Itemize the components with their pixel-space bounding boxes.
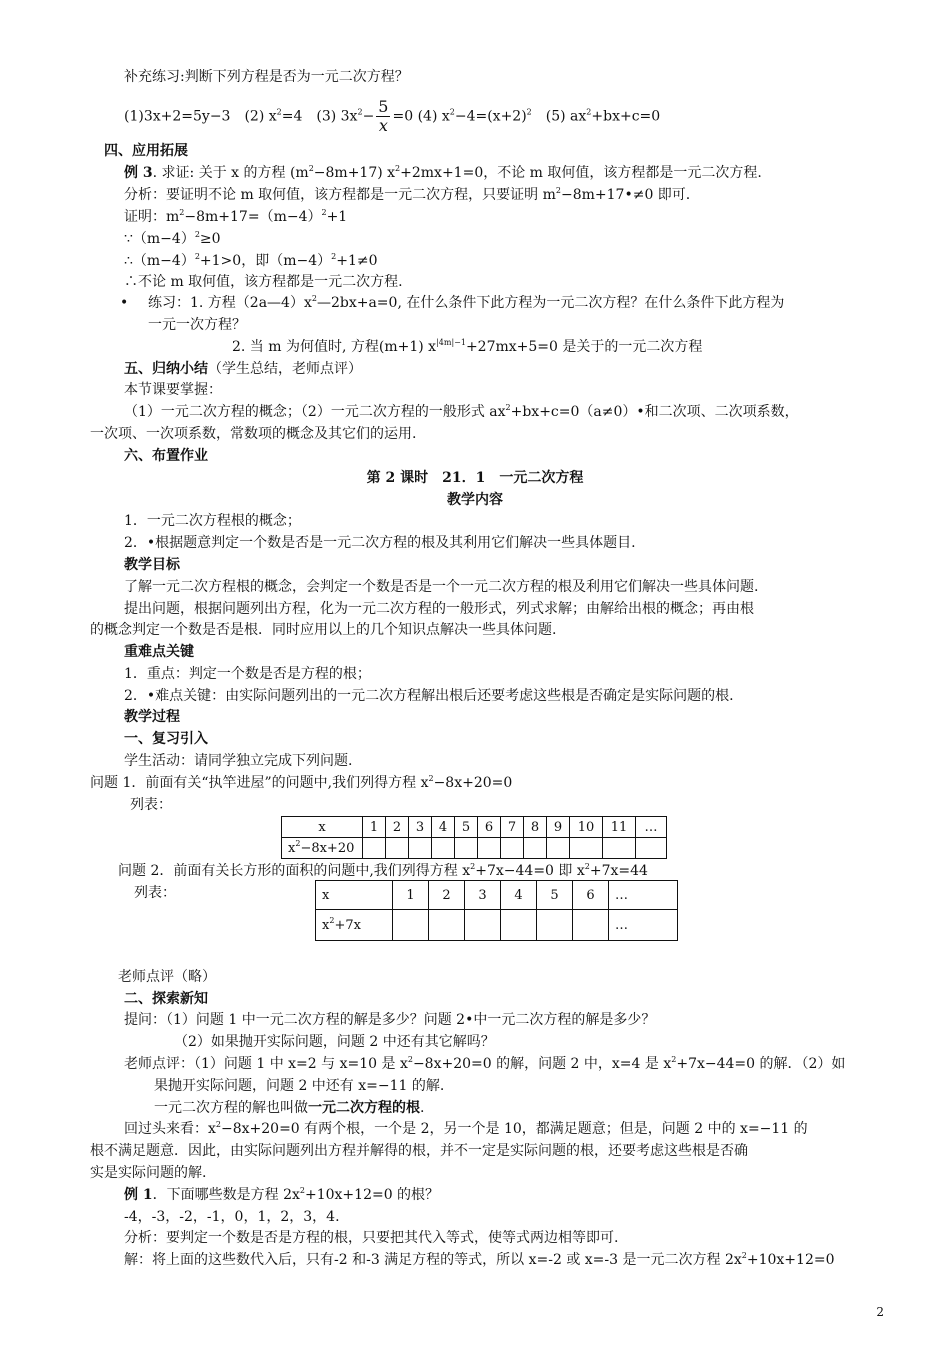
table-cell <box>478 838 501 859</box>
table-cell <box>603 838 636 859</box>
table-cell: … <box>636 817 667 838</box>
because-line: $\because(m-4)^2\ge 0$ <box>124 230 221 247</box>
example-1: 例 1．下面哪些数是方程 $2x^2+10x+12=0$ 的根？ <box>124 1186 440 1203</box>
explore-heading: 二、探索新知 <box>124 991 208 1007</box>
key-point-2: 2．•难点关键：由实际问题列出的一元二次方程解出根后还要考虑这些根是否确定是实际问题的根. <box>124 688 734 704</box>
lesson-title: 第 2 课时 21．1 一元二次方程 <box>366 470 584 486</box>
review-line-3: 实是实际问题的解. <box>90 1165 207 1181</box>
page-number: 2 <box>876 1305 884 1319</box>
analysis-2: 分析：要判定一个数是否是方程的根，只要把其代入等式，使等式两边相等即可. <box>124 1230 619 1246</box>
table-cell: 1 <box>363 817 386 838</box>
table-cell: 3 <box>409 817 432 838</box>
table-row <box>282 838 667 859</box>
table-row <box>282 817 667 838</box>
analysis-line: 分析：要证明不论 m 取何值，该方程都是一元二次方程，只要证明 $m^2-8m+17•\ne 0$ 即可. <box>124 186 691 203</box>
review-line-2: 根不满足题意．因此，由实际问题列出方程并解得的根，并不一定是实际问题的根，还要考虑这些根是否确 <box>90 1143 748 1159</box>
solution-line: 解：将上面的这些数代入后，只有-2 和-3 满足方程的等式，所以 x=-2 或 x=-3 是一元二次方程 $2x^2+10x+12=0$ <box>124 1251 835 1268</box>
table-cell <box>573 910 609 941</box>
table-row <box>316 910 678 941</box>
table-cell <box>386 838 409 859</box>
goal-line-3: 的概念判定一个数是否是根．同时应用以上的几个知识点解决一些具体问题. <box>90 622 557 638</box>
table-cell: … <box>609 881 678 910</box>
table-cell <box>570 838 603 859</box>
goal-line-2: 提出问题，根据问题列出方程，化为一元二次方程的一般形式，列式求解；由解给出根的概念；再由根 <box>124 601 754 617</box>
content-item-2: 2．•根据题意判定一个数是否是一元二次方程的根及其利用它们解决一些具体题目. <box>124 535 636 551</box>
goal-line-1: 了解一元二次方程根的概念，会判定一个数是否是一个一元二次方程的根及利用它们解决一些具体问题. <box>124 579 759 595</box>
table-row <box>316 881 678 910</box>
root-definition: 一元二次方程的解也叫做一元二次方程的根. <box>154 1100 425 1116</box>
section-heading-summary: 五、归纳小结（学生总结，老师点评） <box>124 361 362 377</box>
table-1 <box>281 816 667 859</box>
table-cell <box>465 910 501 941</box>
table-row-label: $x^2-8x+20$ <box>282 838 363 859</box>
table-cell: 7 <box>501 817 524 838</box>
process-heading: 教学过程 <box>124 709 180 725</box>
key-heading: 重难点关键 <box>124 644 194 660</box>
table-cell: 2 <box>386 817 409 838</box>
table-cell: 8 <box>524 817 547 838</box>
table-cell: 1 <box>393 881 429 910</box>
table-cell: 2 <box>429 881 465 910</box>
section-heading-homework: 六、布置作业 <box>124 448 208 464</box>
table-cell: 10 <box>570 817 603 838</box>
question-1: 问题 1．前面有关“执竿进屋”的问题中,我们列得方程 $x^2-8x+20=0$ <box>90 774 513 791</box>
student-activity: 学生活动：请同学独立完成下列问题. <box>124 753 353 769</box>
review-line-1: 回过头来看：$x^2-8x+20=0$ 有两个根，一个是 2，另一个是 10，都满足题意；但是，问题 2 中的 x=−11 的 <box>124 1120 808 1137</box>
exercise-equations: (1)3x+2=5y−3 (2) $x^2=4$ (3) $3x^2-$ $\frac{5}{x}$ =0 (4) $x^2-4=(x+2)^2$ (5) $ax^2+bx+c=0$ <box>124 97 661 135</box>
goal-heading: 教学目标 <box>124 557 180 573</box>
key-point-1: 1．重点：判定一个数是否是方程的根； <box>124 666 371 682</box>
table-cell <box>432 838 455 859</box>
table-cell: … <box>609 910 678 941</box>
exercise-title: 补充练习:判断下列方程是否为一元二次方程？ <box>124 69 409 85</box>
proof-line: 证明：$m^2-8m+17=(m-4)^2+1$ <box>124 208 348 225</box>
table-cell <box>429 910 465 941</box>
table-cell: x <box>316 881 393 910</box>
list-label-2: 列表： <box>134 885 176 901</box>
table-cell <box>524 838 547 859</box>
question-ask-2: （2）如果抛开实际问题，问题 2 中还有其它解吗？ <box>174 1034 495 1050</box>
therefore-line: $\therefore(m-4)^2+1>0$，即$(m-4)^2+1\ne 0$ <box>124 252 378 269</box>
table-cell: 6 <box>573 881 609 910</box>
table-cell <box>501 910 537 941</box>
table-cell: x <box>282 817 363 838</box>
example-3: 例 3. 求证: 关于 x 的方程 $(m^2-8m+17)$ $x^2+2mx+1=0$，不论 m 取何值，该方程都是一元二次方程. <box>124 164 762 181</box>
table-cell: 4 <box>501 881 537 910</box>
question-2: 问题 2．前面有关长方形的面积的问题中,我们列得方程 $x^2+7x-44=0$ 即 $x^2+7x=44$ <box>118 862 648 879</box>
table-cell <box>537 910 573 941</box>
section-heading-application: 四、应用拓展 <box>104 143 188 159</box>
content-heading: 教学内容 <box>447 492 503 508</box>
teacher-comment-2: 果抛开实际问题，问题 2 中还有 x=−11 的解. <box>154 1078 445 1094</box>
table-row-label: $x^2+7x$ <box>316 910 393 941</box>
table-cell: 6 <box>478 817 501 838</box>
fraction-5-over-x: $\frac{5}{x}$ <box>378 97 389 135</box>
teacher-comment: 老师点评（略） <box>118 969 216 985</box>
content-item-1: 1．一元二次方程根的概念； <box>124 513 301 529</box>
summary-line-1: （1）一元二次方程的概念；（2）一元二次方程的一般形式 $ax^2+bx+c=0(a\ne 0)•$和二次项、二次项系数， <box>124 403 799 420</box>
table-cell <box>547 838 570 859</box>
table-cell <box>409 838 432 859</box>
question-ask-1: 提问：（1）问题 1 中一元二次方程的解是多少？问题 2•中一元二次方程的解是多少？ <box>124 1012 656 1028</box>
conclusion-line: ∴不论 m 取何值，该方程都是一元二次方程. <box>124 274 403 290</box>
teacher-comment-1: 老师点评：（1）问题 1 中 x=2 与 x=10 是 $x^2-8x+20=0$ 的解，问题 2 中，x=4 是 $x^2+7x-44=0$ 的解．（2）如 <box>124 1055 846 1072</box>
bullet-icon: • <box>120 295 129 311</box>
table-cell <box>636 838 667 859</box>
candidate-numbers: -4，-3，-2，-1，0，1，2，3，4. <box>124 1209 340 1225</box>
table-cell: 5 <box>537 881 573 910</box>
table-cell: 9 <box>547 817 570 838</box>
review-heading: 一、复习引入 <box>124 731 208 747</box>
practice-2: 2. 当 m 为何值时, 方程(m+1) $x^{|4m|-1}+27mx+5=0$ 是关于的一元二次方程 <box>232 338 703 355</box>
summary-intro: 本节课要掌握： <box>124 382 222 398</box>
table-cell <box>455 838 478 859</box>
summary-line-2: 一次项、一次项系数，常数项的概念及其它们的运用. <box>90 426 417 442</box>
table-cell: 11 <box>603 817 636 838</box>
practice-1: 练习：1. 方程$(2a—4)x^2—2bx+a=0$, 在什么条件下此方程为一元二次方程？在什么条件下此方程为 <box>148 294 785 311</box>
table-cell: 5 <box>455 817 478 838</box>
table-2 <box>315 880 678 941</box>
table-cell <box>393 910 429 941</box>
table-cell: 4 <box>432 817 455 838</box>
table-cell: 3 <box>465 881 501 910</box>
list-label-1: 列表： <box>130 797 172 813</box>
table-cell <box>363 838 386 859</box>
table-cell <box>501 838 524 859</box>
practice-1-cont: 一元一次方程？ <box>148 317 246 333</box>
